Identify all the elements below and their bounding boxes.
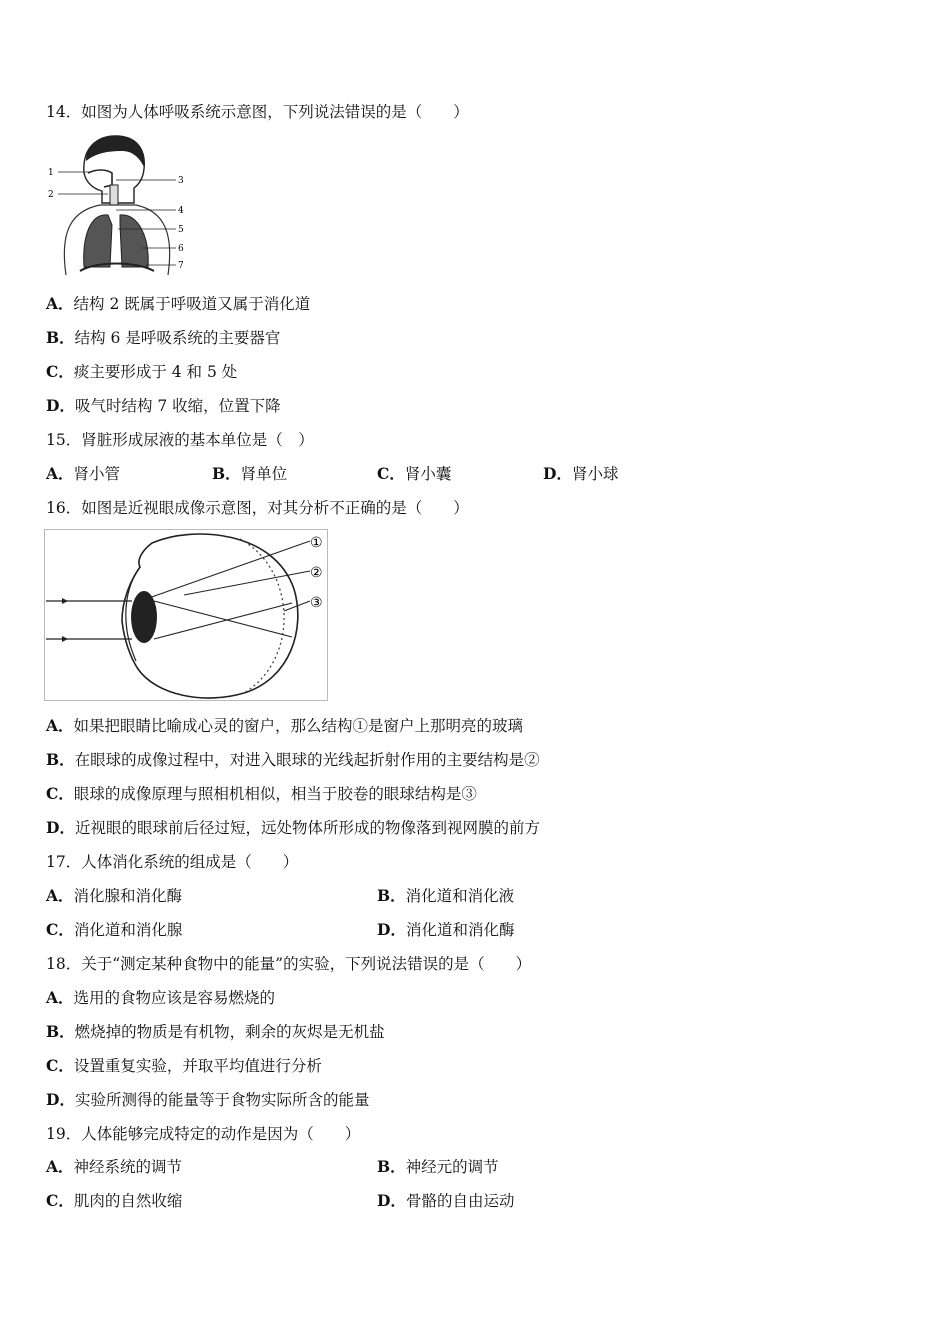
figure-label-2: ② xyxy=(310,565,323,581)
option-text: 肾小管 xyxy=(73,465,121,483)
option-letter: C． xyxy=(46,362,74,381)
option-text: 选用的食物应该是容易燃烧的 xyxy=(73,989,276,1007)
option-letter: A． xyxy=(46,1157,74,1176)
option-letter: D． xyxy=(46,396,75,415)
q18-option-d xyxy=(46,1089,369,1111)
q17-stem: 17．人体消化系统的组成是（ ） xyxy=(46,853,299,871)
option-letter: C． xyxy=(46,1191,74,1210)
option-text: 消化腺和消化酶 xyxy=(73,887,183,905)
option-letter: A． xyxy=(46,464,74,483)
figure-label-7: 7 xyxy=(178,261,184,271)
q19-option-d xyxy=(377,1190,514,1212)
q18-stem: 18．关于“测定某种食物中的能量”的实验，下列说法错误的是（ ） xyxy=(46,955,532,973)
option-letter: D． xyxy=(377,920,406,939)
q17-option-b xyxy=(377,885,514,907)
q14-option-a xyxy=(46,293,310,315)
option-letter: D． xyxy=(46,818,75,837)
option-text: 神经元的调节 xyxy=(405,1158,499,1176)
option-text: 结构 2 既属于呼吸道又属于消化道 xyxy=(73,295,311,313)
figure-label-3: 3 xyxy=(178,176,184,186)
option-letter: A． xyxy=(46,294,74,313)
option-text: 实验所测得的能量等于食物实际所含的能量 xyxy=(74,1091,370,1109)
option-text: 肌肉的自然收缩 xyxy=(73,1192,183,1210)
option-letter: C． xyxy=(46,1056,74,1075)
q14-stem: 14．如图为人体呼吸系统示意图，下列说法错误的是（ ） xyxy=(46,103,469,121)
q16-option-d xyxy=(46,817,540,839)
option-letter: B． xyxy=(377,886,406,905)
respiratory-system-figure xyxy=(46,133,196,278)
option-letter: B． xyxy=(212,464,241,483)
option-letter: C． xyxy=(377,464,405,483)
q18-option-b xyxy=(46,1021,385,1043)
option-letter: D． xyxy=(543,464,572,483)
option-letter: D． xyxy=(46,1090,75,1109)
option-letter: B． xyxy=(46,750,75,769)
q14-option-c xyxy=(46,361,237,383)
option-letter: A． xyxy=(46,988,74,1007)
figure-label-4: 4 xyxy=(178,206,184,216)
option-text: 消化道和消化酶 xyxy=(405,921,515,939)
q18-option-a xyxy=(46,987,275,1009)
option-text: 燃烧掉的物质是有机物，剩余的灰烬是无机盐 xyxy=(74,1023,385,1041)
option-text: 肾小囊 xyxy=(404,465,452,483)
q17-option-d xyxy=(377,919,514,941)
option-text: 肾单位 xyxy=(240,465,288,483)
option-text: 结构 6 是呼吸系统的主要器官 xyxy=(74,329,281,347)
q15-option-a xyxy=(46,463,120,485)
figure-label-3: ③ xyxy=(310,595,323,611)
option-text: 消化道和消化腺 xyxy=(73,921,183,939)
q16-option-c xyxy=(46,783,477,805)
q16-option-a xyxy=(46,715,523,737)
q16-stem: 16．如图是近视眼成像示意图，对其分析不正确的是（ ） xyxy=(46,499,469,517)
q14-option-b xyxy=(46,327,280,349)
option-letter: B． xyxy=(46,1022,75,1041)
q17-option-c xyxy=(46,919,182,941)
q18-option-c xyxy=(46,1055,322,1077)
option-letter: C． xyxy=(46,920,74,939)
myopia-eye-figure xyxy=(44,529,330,703)
option-letter: A． xyxy=(46,716,74,735)
q19-stem: 19．人体能够完成特定的动作是因为（ ） xyxy=(46,1125,361,1143)
option-text: 骨骼的自由运动 xyxy=(405,1192,515,1210)
option-text: 如果把眼睛比喻成心灵的窗户，那么结构①是窗户上那明亮的玻璃 xyxy=(73,717,524,735)
figure-label-2: 2 xyxy=(48,190,54,200)
option-text: 在眼球的成像过程中，对进入眼球的光线起折射作用的主要结构是② xyxy=(74,751,540,769)
option-letter: B． xyxy=(46,328,75,347)
option-text: 神经系统的调节 xyxy=(73,1158,183,1176)
option-text: 设置重复实验，并取平均值进行分析 xyxy=(73,1057,322,1075)
figure-label-5: 5 xyxy=(178,225,184,235)
lens xyxy=(131,591,157,643)
q19-option-b xyxy=(377,1156,499,1178)
q16-option-b xyxy=(46,749,540,771)
option-text: 痰主要形成于 4 和 5 处 xyxy=(73,363,238,381)
option-letter: C． xyxy=(46,784,74,803)
figure-label-1: ① xyxy=(310,535,323,551)
figure-label-1: 1 xyxy=(48,168,54,178)
option-text: 近视眼的眼球前后径过短，远处物体所形成的物像落到视网膜的前方 xyxy=(74,819,540,837)
q19-option-a xyxy=(46,1156,182,1178)
option-text: 眼球的成像原理与照相机相似，相当于胶卷的眼球结构是③ xyxy=(73,785,477,803)
figure-label-6: 6 xyxy=(178,244,184,254)
q17-option-a xyxy=(46,885,182,907)
option-letter: B． xyxy=(377,1157,406,1176)
q15-stem: 15．肾脏形成尿液的基本单位是（ ） xyxy=(46,431,314,449)
q15-option-c xyxy=(377,463,451,485)
q19-option-c xyxy=(46,1190,182,1212)
option-letter: D． xyxy=(377,1191,406,1210)
q15-option-d xyxy=(543,463,618,485)
option-text: 消化道和消化液 xyxy=(405,887,515,905)
q14-option-d xyxy=(46,395,281,417)
option-text: 吸气时结构 7 收缩，位置下降 xyxy=(74,397,281,415)
q15-option-b xyxy=(212,463,287,485)
option-text: 肾小球 xyxy=(571,465,619,483)
option-letter: A． xyxy=(46,886,74,905)
